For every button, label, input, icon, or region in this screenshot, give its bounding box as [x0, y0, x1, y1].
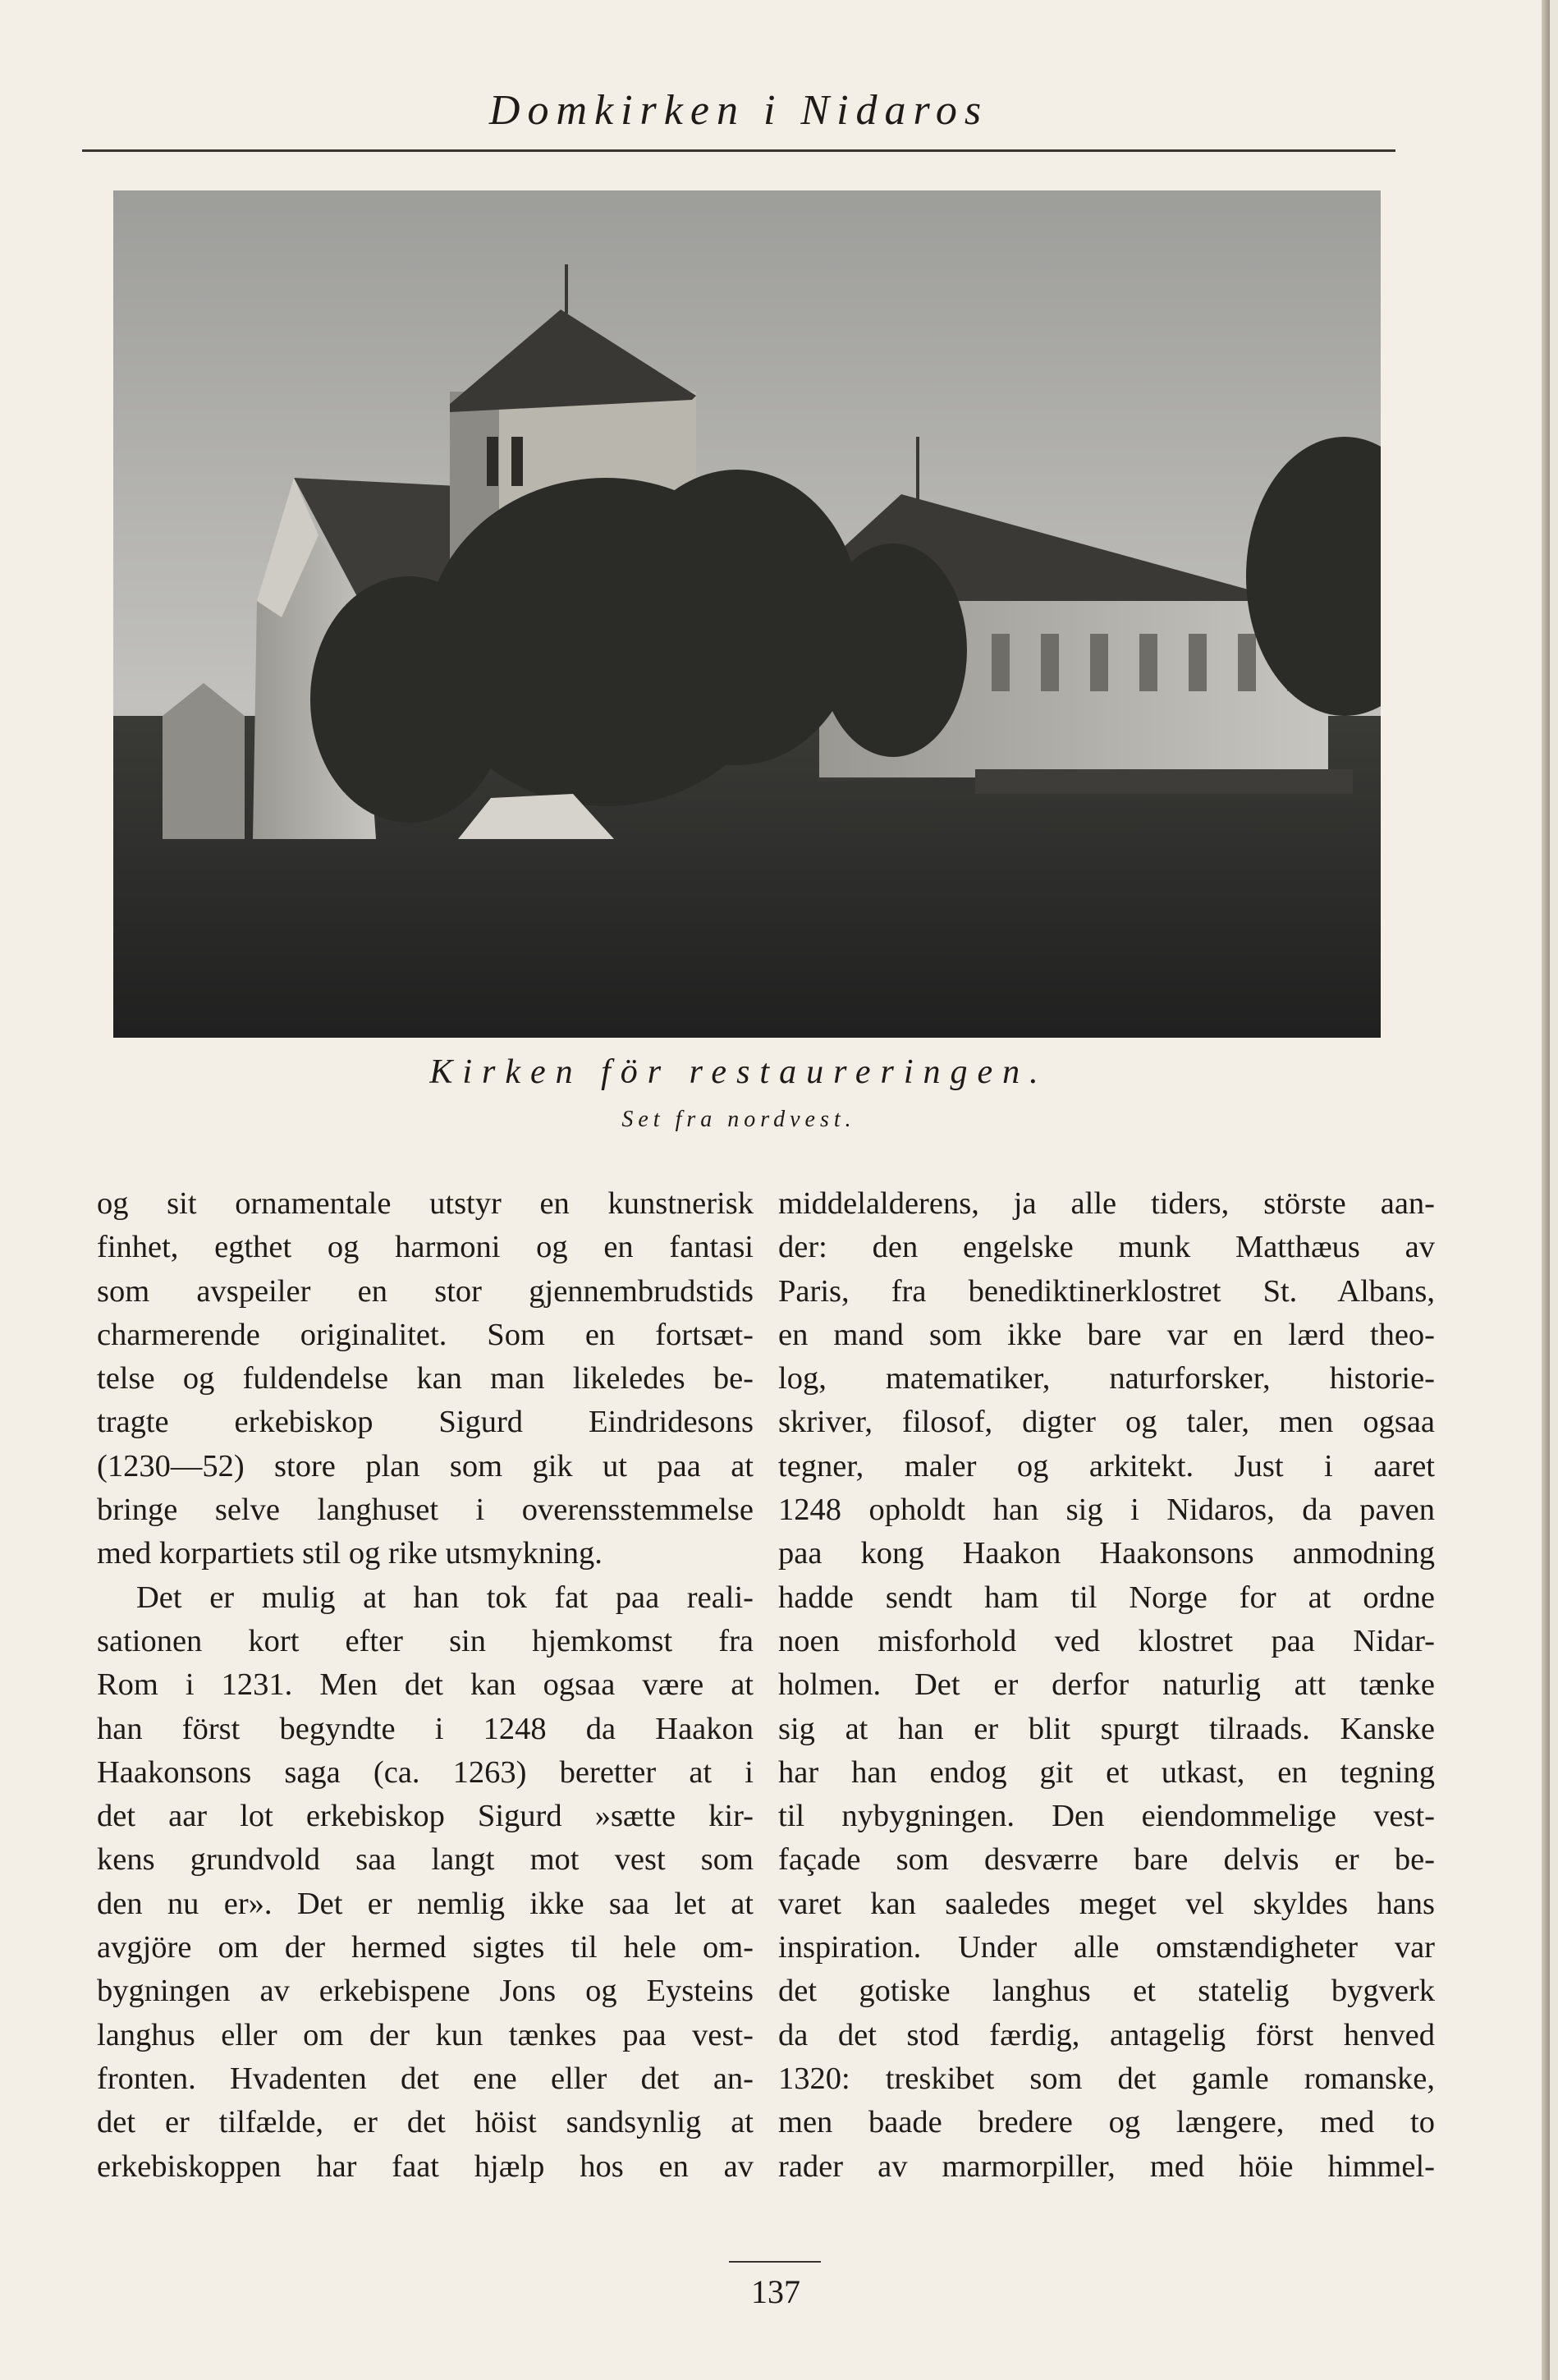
page-edge: [1542, 0, 1550, 2380]
text-line: og sit ornamentale utstyr en kunstnerisk: [97, 1186, 754, 1221]
text-line: har han endog git et utkast, en tegning: [778, 1754, 1435, 1790]
fence: [975, 769, 1353, 794]
text-line: varet kan saaledes meget vel skyldes hans: [778, 1886, 1435, 1921]
text-line: langhus eller om der kun tænkes paa vest-: [97, 2017, 754, 2052]
header-rule: [82, 149, 1395, 152]
text-line: 1248 opholdt han sig i Nidaros, da paven: [778, 1493, 1435, 1528]
folio-rule: [729, 2261, 821, 2263]
text-line: noen misforhold ved klostret paa Nidar-: [778, 1623, 1435, 1658]
text-line: fronten. Hvadenten det ene eller det an-: [97, 2061, 754, 2096]
text-line: kens grundvold saa langt mot vest som: [97, 1842, 754, 1878]
text-line: den nu er». Det er nemlig ikke saa let at: [97, 1886, 754, 1921]
text-line: rader av marmorpiller, med höie himmel-: [778, 2148, 1435, 2184]
photo-illustration: [113, 190, 1381, 1038]
text-line: paa kong Haakon Haakonsons anmodning: [778, 1536, 1435, 1571]
text-line: log, matematiker, naturforsker, historie-: [778, 1361, 1435, 1396]
text-line: façade som desværre bare delvis er be-: [778, 1842, 1435, 1878]
text-line: der: den engelske munk Matthæus av: [778, 1230, 1435, 1265]
text-line: charmerende originalitet. Som en fortsæt-: [97, 1317, 754, 1352]
text-line: sig at han er blit spurgt tilraads. Kanske: [778, 1711, 1435, 1746]
figure-subcaption: Set fra nordvest.: [621, 1107, 856, 1132]
text-line: finhet, egthet og harmoni og en fantasi: [97, 1230, 754, 1265]
text-column-left: [97, 1182, 754, 2189]
tower-window: [487, 437, 498, 486]
text-line: tegner, maler og arkitekt. Just i aaret: [778, 1448, 1435, 1483]
text-line: bringe selve langhuset i overensstemmelse: [97, 1493, 754, 1528]
text-line: Rom i 1231. Men det kan ogsaa være at: [97, 1667, 754, 1703]
text-line: 1320: treskibet som det gamle romanske,: [778, 2061, 1435, 2096]
text-column-right: [778, 1182, 1435, 2189]
text-line: (1230—52) store plan som gik ut paa at: [97, 1448, 754, 1483]
text-line: inspiration. Under alle omstændigheter var: [778, 1930, 1435, 1965]
text-line: men baade bredere og længere, med to: [778, 2105, 1435, 2140]
text-line: holmen. Det er derfor naturlig att tænke: [778, 1667, 1435, 1703]
text-line: da det stod færdig, antagelig först henved: [778, 2017, 1435, 2052]
text-line: hadde sendt ham til Norge for at ordne: [778, 1580, 1435, 1615]
text-line: skriver, filosof, digter og taler, men ogsaa: [778, 1405, 1435, 1440]
text-line: middelalderens, ja alle tiders, störste aan-: [778, 1186, 1435, 1221]
text-line: det gotiske langhus et statelig bygverk: [778, 1974, 1435, 2009]
text-line: Haakonsons saga (ca. 1263) beretter at i: [97, 1754, 754, 1790]
running-head: Domkirken i Nidaros: [488, 87, 989, 134]
text-line: det er tilfælde, er det höist sandsynlig at: [97, 2105, 754, 2140]
side-chapel: [163, 683, 245, 839]
text-line: det aar lot erkebiskop Sigurd »sætte kir-: [97, 1799, 754, 1834]
text-line: som avspeiler en stor gjennembrudstids: [97, 1273, 754, 1309]
text-line: med korpartiets stil og rike utsmykning.: [97, 1536, 603, 1571]
text-line: Det er mulig at han tok fat paa reali-: [136, 1580, 754, 1615]
page-number: 137: [751, 2273, 800, 2310]
text-line: Paris, fra benediktinerklostret St. Albans,: [778, 1273, 1435, 1309]
text-line: telse og fuldendelse kan man likeledes be-: [97, 1361, 754, 1396]
text-line: sationen kort efter sin hjemkomst fra: [97, 1623, 754, 1658]
text-line: en mand som ikke bare var en lærd theo-: [778, 1317, 1435, 1352]
text-line: tragte erkebiskop Sigurd Eindridesons: [97, 1405, 754, 1440]
cathedral-photo: [113, 190, 1381, 1038]
figure-caption: Kirken för restaureringen.: [429, 1053, 1048, 1091]
text-line: avgjöre om der hermed sigtes til hele om-: [97, 1930, 754, 1965]
text-line: til nybygningen. Den eiendommelige vest-: [778, 1799, 1435, 1834]
tower-window: [511, 437, 523, 486]
text-line: bygningen av erkebispene Jons og Eysteins: [97, 1974, 754, 2009]
text-line: erkebiskoppen har faat hjælp hos en av: [97, 2148, 754, 2184]
text-line: han först begyndte i 1248 da Haakon: [97, 1711, 754, 1746]
